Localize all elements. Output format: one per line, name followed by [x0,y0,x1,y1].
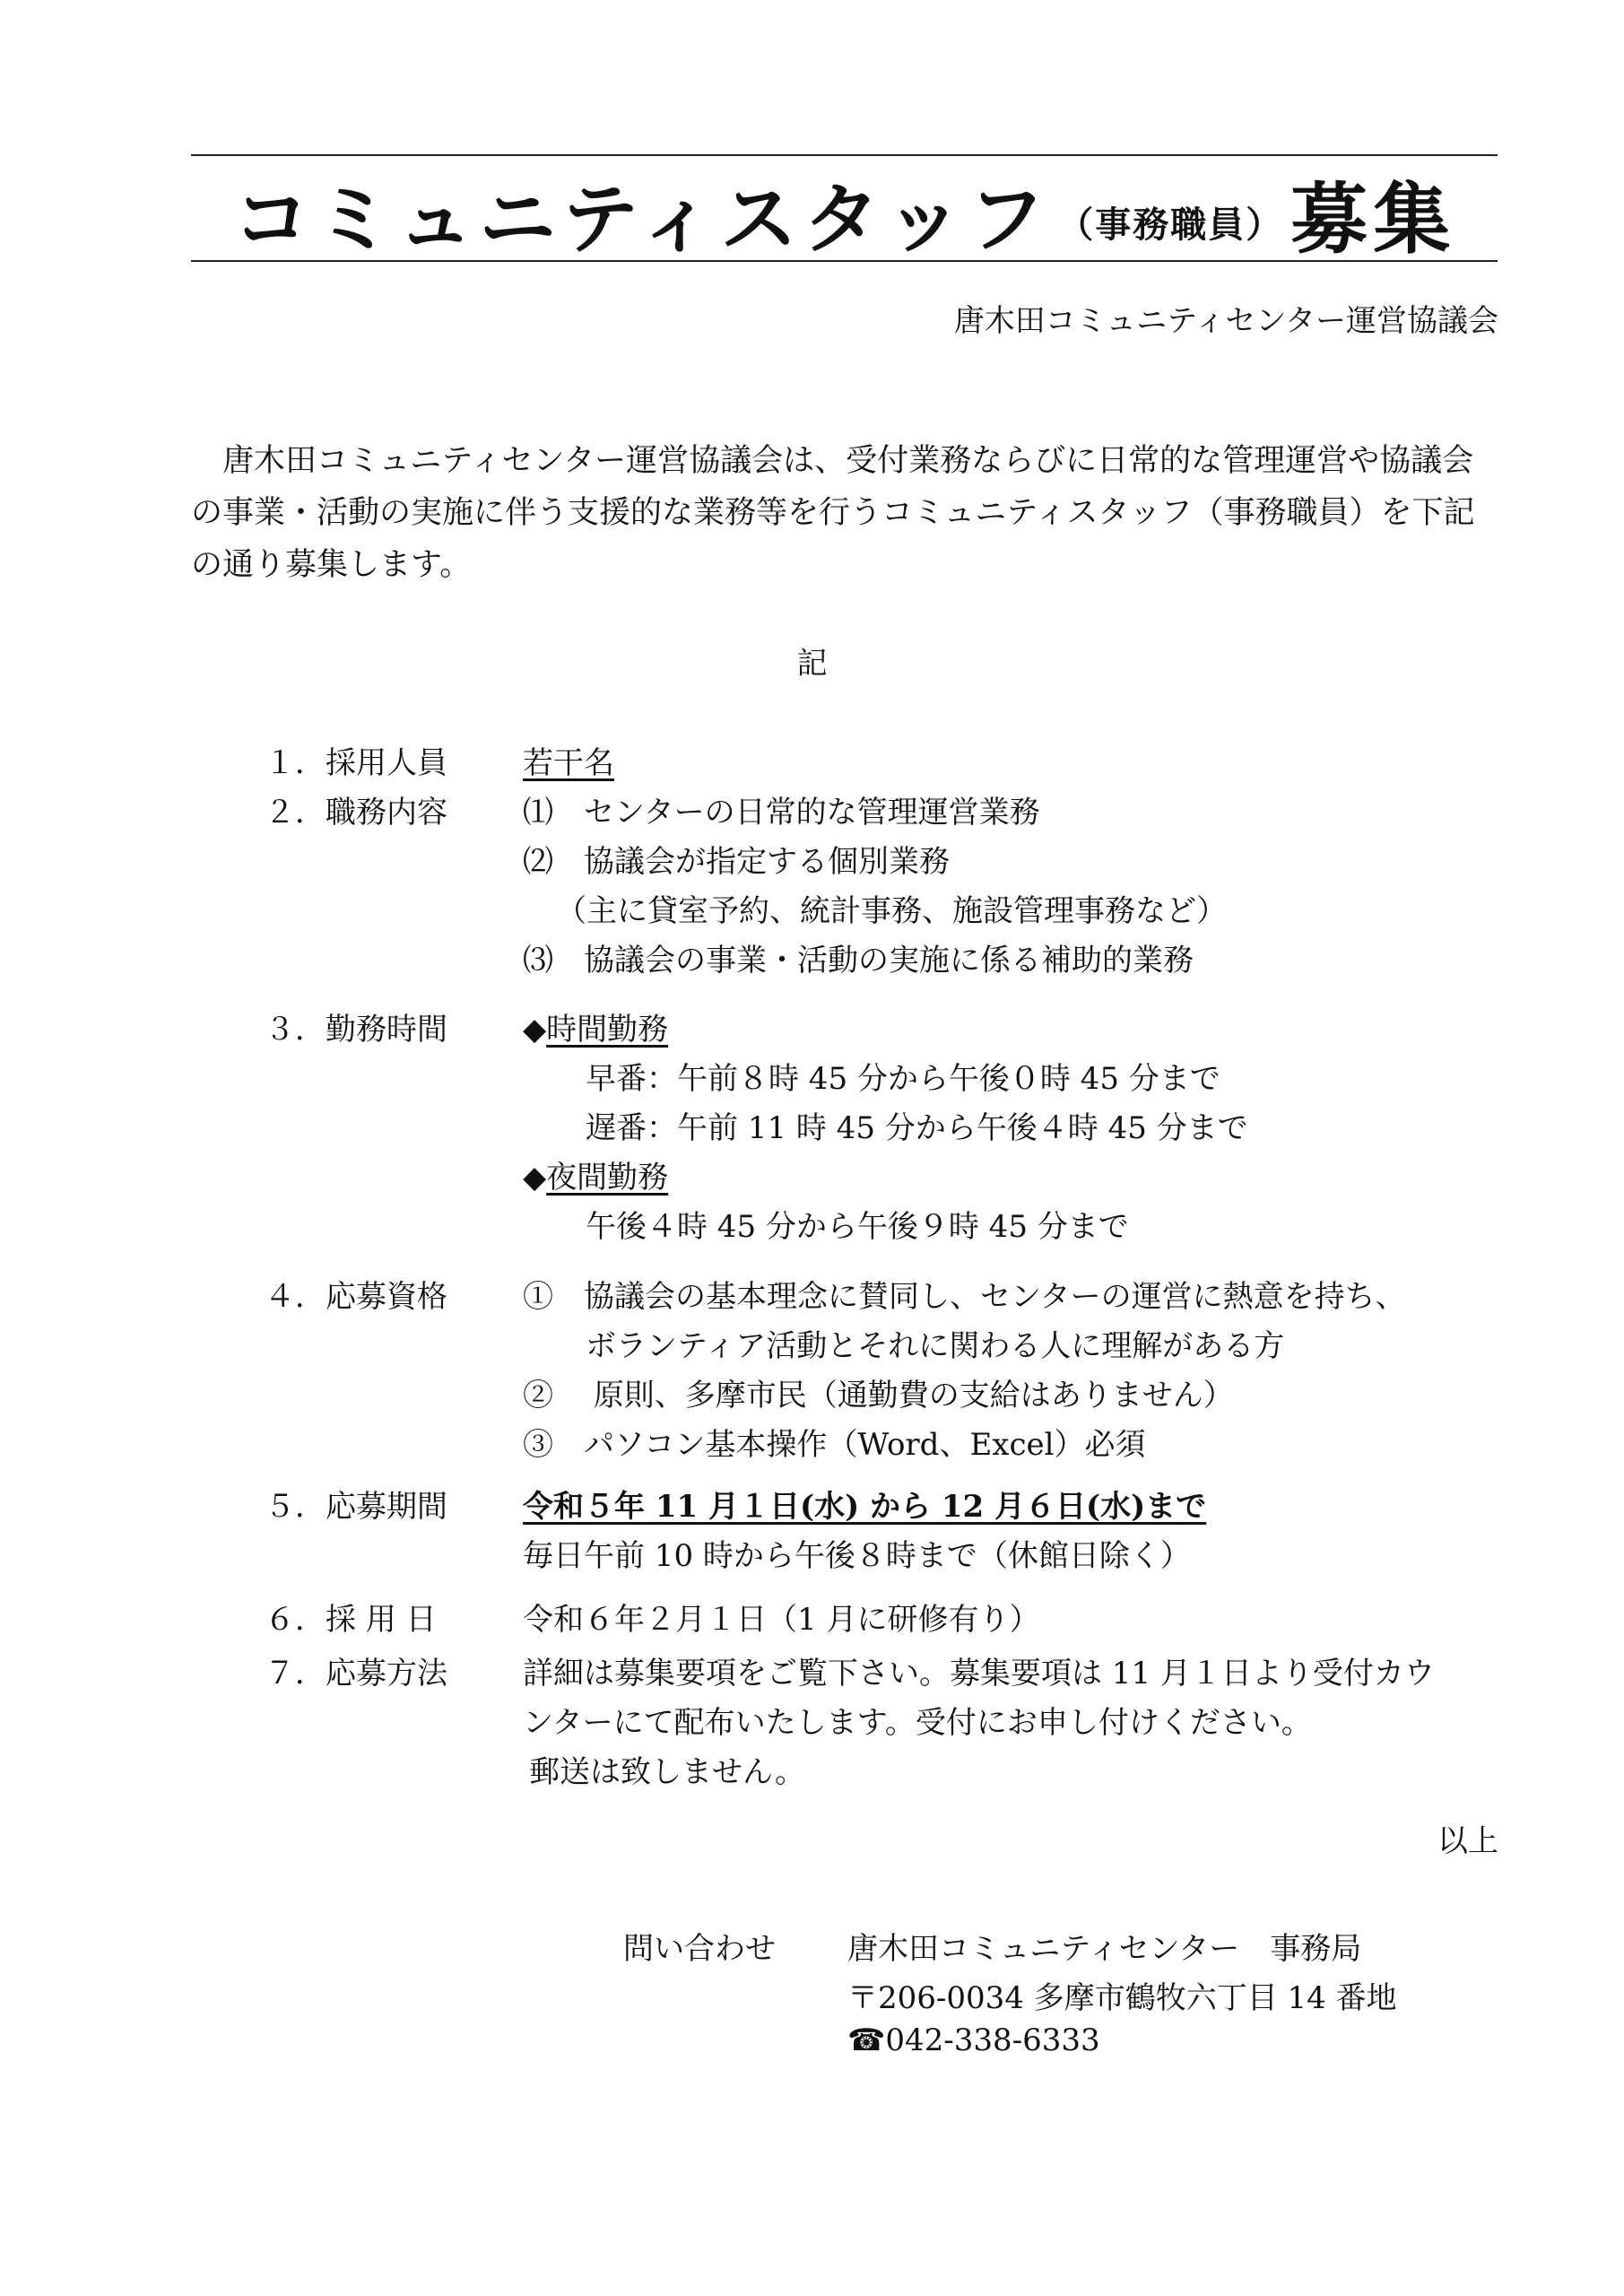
title-end: 募集 [1290,175,1456,265]
ki-heading: 記 [796,646,828,682]
section-4-line-3: ② 原則、多摩市民（通勤費の支給はありません） [523,1378,1234,1413]
section-7-label: ７．応募方法 [265,1656,447,1692]
section-7-line-2: ンターにて配布いたします。受付にお申し付けください。 [523,1705,1312,1741]
section-2-line-2: ⑵ 協議会が指定する個別業務 [523,844,950,880]
section-2-label: ２．職務内容 [265,795,447,831]
section-3-day-heading [523,1004,668,1048]
section-3-night: 午後４時 45 分から午後９時 45 分まで [586,1209,1129,1245]
intro-text: 唐木田コミュニティセンター運営協議会は、受付業務ならびに日常的な管理運営や協議会の事業・活動の実施に伴う支援的な業務等を行うコミュニティスタッフ（事務職員）を下記の通り募集します。 [191,443,1475,583]
intro-paragraph [191,435,1498,591]
title-sub: （事務職員） [1057,204,1284,246]
title-bottom-rule [191,260,1498,262]
diamond-icon: ◆ [523,1160,547,1196]
section-4-line-2: ボランティア活動とそれに関わる人に理解がある方 [586,1328,1285,1364]
section-4-label: ４．応募資格 [265,1279,447,1315]
section-5-line-2: 毎日午前 10 時から午後８時まで（休館日除く） [523,1538,1191,1574]
organization-name: 唐木田コミュニティセンター運営協議会 [953,303,1498,339]
section-7-line-1: 詳細は募集要項をご覧下さい。募集要項は 11 月１日より受付カウ [523,1656,1435,1692]
diamond-icon: ◆ [523,1012,547,1048]
section-4-line-1: ① 協議会の基本理念に賛同し、センターの運営に熱意を持ち、 [523,1279,1406,1315]
section-4-line-4: ③ パソコン基本操作（Word、Excel）必須 [523,1427,1146,1463]
title-top-rule [191,154,1498,156]
contact-address: 〒206-0034 多摩市鶴牧六丁目 14 番地 [847,1980,1397,2016]
section-3-label: ３．勤務時間 [265,1012,447,1048]
section-2-line-1: ⑴ センターの日常的な管理運営業務 [523,795,1040,831]
section-6-label: ６．採 用 日 [265,1602,437,1638]
day-shift-label: 時間勤務 [546,1012,669,1048]
contact-phone: ☎042-338-6333 [847,2022,1100,2058]
closing-text: 以上 [1437,1823,1498,1859]
section-1-label: １．採用人員 [265,745,447,781]
section-5-label: ５．応募期間 [265,1489,447,1525]
page-title [191,163,1498,265]
night-shift-label: 夜間勤務 [546,1160,669,1196]
section-1-value: 若干名 [523,745,614,781]
section-2-line-3: （主に貸室予約、統計事務、施設管理事務など） [556,893,1227,929]
section-6-value: 令和６年２月１日（1 月に研修有り） [523,1602,1040,1638]
contact-label: 問い合わせ [623,1931,776,1967]
section-2-line-4: ⑶ 協議会の事業・活動の実施に係る補助的業務 [523,943,1194,978]
section-7-line-3: 郵送は致しません。 [529,1754,806,1790]
section-3-early: 早番：午前８時 45 分から午後０時 45 分まで [586,1061,1220,1097]
section-3-night-heading [523,1152,668,1196]
title-main: コミュニティスタッフ [232,175,1051,265]
section-3-late: 遅番：午前 11 時 45 分から午後４時 45 分まで [586,1110,1248,1146]
section-5-line-1: 令和５年 11 月１日(水) から 12 月６日(水)まで [523,1489,1207,1525]
contact-name: 唐木田コミュニティセンター 事務局 [847,1931,1362,1967]
